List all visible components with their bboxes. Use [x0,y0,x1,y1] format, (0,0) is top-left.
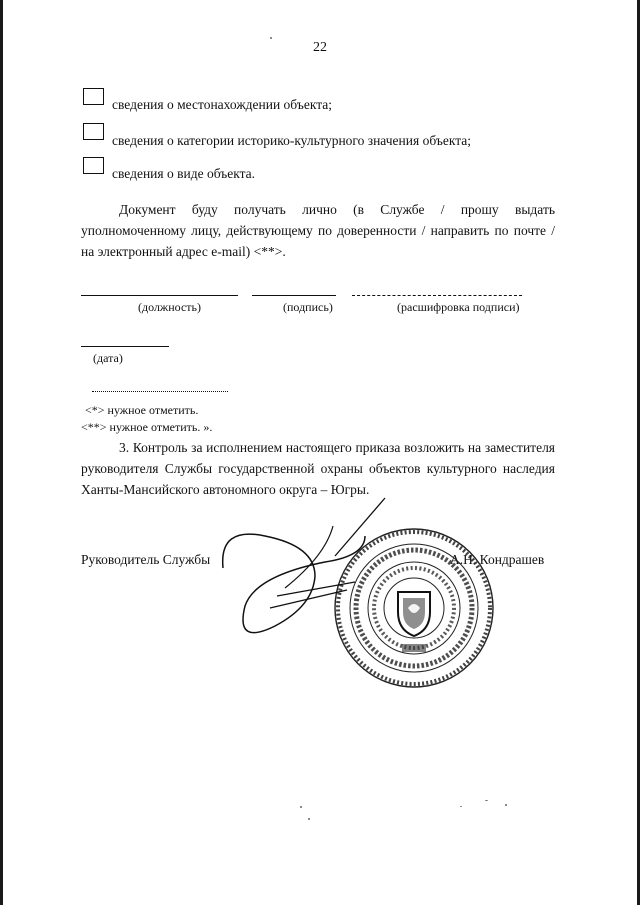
page-number: 22 [313,40,327,55]
delivery-line-2: уполномоченному лицу, действующему по доверенности / направить по [81,223,509,238]
decoding-caption: (расшифровка подписи) [397,300,520,314]
scan-speck [308,818,310,820]
position-caption: (должность) [138,300,201,314]
clause-3-line-2: заместителя руководителя Службы государственной охраны объектов [81,440,556,476]
clause-3-line-1: 3. Контроль за исполнением настоящего приказа возложить на [119,440,482,455]
scan-speck [485,800,488,801]
signatory-title: Руководитель Службы [81,552,211,567]
clause-3-paragraph [81,437,555,500]
decoding-line[interactable] [352,295,522,296]
footnote-2: <**> нужное отметить. ». [81,420,213,434]
signature-caption: (подпись) [283,300,333,314]
date-caption: (дата) [93,351,123,365]
footnote-1: <*> нужное отметить. [85,403,199,417]
handwritten-signature [215,496,415,646]
delivery-line-1: Документ буду получать лично (в Службе / прошу выдать [119,202,555,217]
position-line[interactable] [81,295,238,296]
option-label-category: сведения о категории историко-культурного значения объекта; [112,133,472,148]
scan-speck [505,804,507,806]
delivery-line-3: почте / на электронный адрес e-mail) <**>. [81,223,555,259]
scan-edge-left [0,0,3,905]
option-checkbox-type[interactable] [83,157,104,174]
option-label-location: сведения о местонахождении объекта; [112,97,333,112]
option-checkbox-category[interactable] [83,123,104,140]
scan-speck [300,806,302,808]
option-label-type: сведения о виде объекта. [112,166,256,181]
delivery-paragraph [81,199,555,262]
signatory-name: А.Н. Кондрашев [450,552,545,567]
date-line[interactable] [81,346,169,347]
signature-line[interactable] [252,295,336,296]
option-checkbox-location[interactable] [83,88,104,105]
scan-speck [270,37,272,39]
scan-speck [460,806,462,807]
clause-3-line-3: культурного наследия Ханты-Мансийского автономного округа – Югры. [81,461,555,497]
footnote-separator [92,391,228,392]
